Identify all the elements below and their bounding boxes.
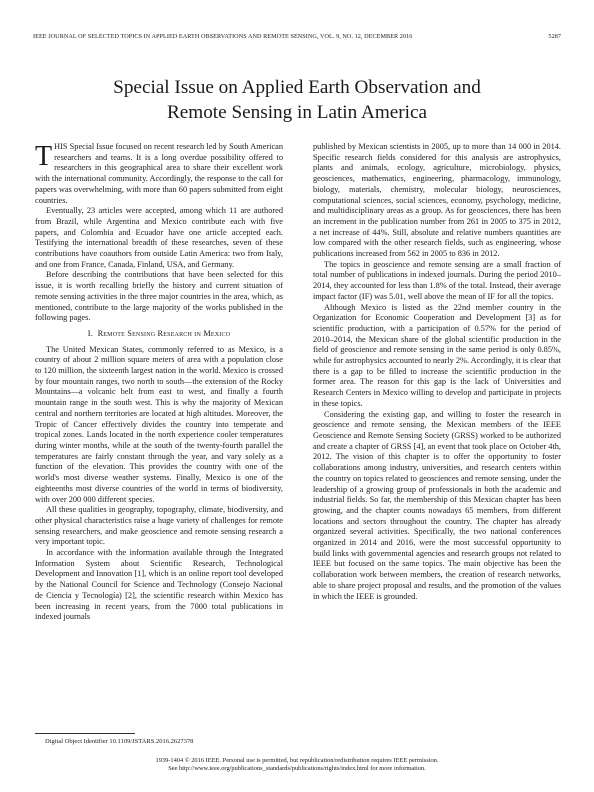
paragraph: The United Mexican States, commonly referred to as Mexico, is a country of about 2 million square meters of area with a population close to 120 million, the sixteenth largest nation in the world. Mexico is crossed by four mountain ranges, two north to south—the extension of the Rocky Mountains—a volcanic belt from east to west, and finally a fourth mountain range in the south west. This is why the majority of Mexican central and northern territories are located at high altitudes. Moreover, the Tropic of Cancer effectively divides the country into temperate and tropical zones. Lands located in the north experience cooler temperatures during winter months, while at the south of the twenty-fourth parallel the temperatures are fairly constant through the year, and vary solely as a function of the elevation. This provides the country with one of the world's most diverse weather systems. Finally, Mexico is one of the eighteenths most diverse countries of the world in terms of biodiversity, with over 200 000 different species. — [35, 344, 283, 504]
paper-title — [0, 75, 594, 125]
paragraph: Before describing the contributions that have been selected for this issue, it is worth recalling briefly the history and current situation of remote sensing activities in the three major countries in the area, which, as mentioned, contribute to the large majority of the works published in the following pages. — [35, 270, 283, 323]
copyright-line-1: 1939-1404 © 2016 IEEE. Personal use is permitted, but republication/redistribution requires IEEE permission. — [155, 757, 439, 764]
copyright-notice — [0, 757, 594, 773]
title-line-2: Remote Sensing in Latin America — [166, 101, 428, 123]
paragraph: published by Mexican scientists in 2005, up to more than 14 000 in 2014. Specific research fields considered for this analysis are astrophysics, plants and animals, ecology, agriculture, microbiology, physics, geosciences, mathematics, engineering, pharmacology, immunology, biology, materials, chemistry, molecular biology, neurosciences, computational sciences, social sciences, economy, psychology, medicine, and multidisciplinary areas as a group. As for geosciences, there has been an increment in the publication number from 261 in 2005 to 375 in 2012, a net increase of 44%. Still, absolute and relative numbers quantities are low compared with the other research fields, such as engineering, whose publications increased from 562 in 2005 to 836 in 2012. — [313, 142, 561, 259]
paragraph — [35, 142, 283, 206]
left-column — [35, 142, 283, 623]
footnote-doi: Digital Object Identifier 10.1109/JSTARS.2016.2627378 — [45, 738, 194, 745]
running-header — [33, 33, 561, 40]
title-line-1: Special Issue on Applied Earth Observation and — [113, 76, 481, 98]
paragraph: All these qualities in geography, topography, climate, biodiversity, and other physical characteristics raise a huge variety of challenges for remote sensing researchers, and make geoscience and remote sensing research a very important topic. — [35, 505, 283, 547]
section-number: I. — [87, 328, 93, 338]
section-heading — [35, 329, 283, 340]
paragraph: Although Mexico is listed as the 22nd member country in the Organization for Economic Cooperation and Development [3] as for scientific production, with a participation of 0.57% for the period of 2010–2014, the Mexican share of the global scientific production in the field of geoscience and remote sensing in the same period is only 0.85%, while for astrophysics accounted to nearly 2%. Accordingly, it is clear that there is a gap to be filled to increase the scientific production in the former area. The reason for this gap is the lack of Universities and Research Centers in Mexico willing to develop and participate in projects in these topics. — [313, 302, 561, 408]
copyright-line-2: See http://www.ieee.org/publications_standards/publications/rights/index.html for more information. — [168, 765, 426, 772]
journal-name: IEEE JOURNAL OF SELECTED TOPICS IN APPLIED EARTH OBSERVATIONS AND REMOTE SENSING, VOL. 9, NO. 12, DECEMBER 2016 — [33, 33, 413, 40]
paragraph: In accordance with the information available through the Integrated Information System about Scientific Research, Technological Development and Innovation [1], which is an online report tool developed by the National Council for Science and Technology (Consejo Nacional de Ciencia y Tecnología) [2], the scientific research within Mexico has been increasing in recent years, from the 7000 total publications in indexed journals — [35, 548, 283, 622]
footnote-rule — [35, 733, 135, 734]
drop-cap: T — [35, 141, 53, 172]
right-column — [313, 142, 561, 602]
paragraph: Considering the existing gap, and willing to foster the research in geoscience and remote sensing, the Mexican members of the IEEE Geoscience and Remote Sensing Society (GRSS) worked to be authorized and create a chapter of GRSS [4], an event that took place on October 4th, 2012. The vision of this chapter is to offer the opportunity to foster collaborations among industry, universities, and research centers within the country on topics related to geosciences and remote sensing, under the leadership of a growing group of professionals in both the academic and industrial fields. So far, the membership of this Mexican chapter has been growing, and the chapter counts nowadays 65 members, from different locations and sectors throughout the country. The chapter has already organized several activities. Specifically, the two national conferences organized in 2014 and 2016, were the most successful opportunity to build links with governmental agencies and research groups not related to IEEE but focused on the same topics. The main objective has been the collaboration work between members, the creation of research networks, able to share project proposal and results, and the promotion of the values in which the IEEE is grounded. — [313, 409, 561, 601]
section-title: Remote Sensing Research in Mexico — [97, 328, 231, 338]
paragraph-text: HIS Special Issue focused on recent research led by South American researchers and teams. It is a long overdue possibility offered to researchers in this geographical area to share their excellent work with the international community. Accordingly, the response to the call for papers was overwhelming, with more than 60 papers submitted from eight countries. — [35, 142, 283, 205]
paragraph: Eventually, 23 articles were accepted, among which 11 are authored from Brazil, while Argentina and Mexico contribute each with five papers, and Colombia and Ecuador have one article accepted each. Testifying the international breadth of these researches, seven of these contributions have coauthors from outside Latin America: two from Italy, and one from France, Canada, Finland, USA, and Germany. — [35, 206, 283, 269]
page-number: 5287 — [548, 33, 561, 40]
paragraph: The topics in geoscience and remote sensing are a small fraction of total number of publications in indexed journals. During the period 2010–2014, they accounted for less than 1.8% of the total. Instead, their average impact factor (IF) was 5.01, well above the mean of IF for all the topics. — [313, 259, 561, 301]
